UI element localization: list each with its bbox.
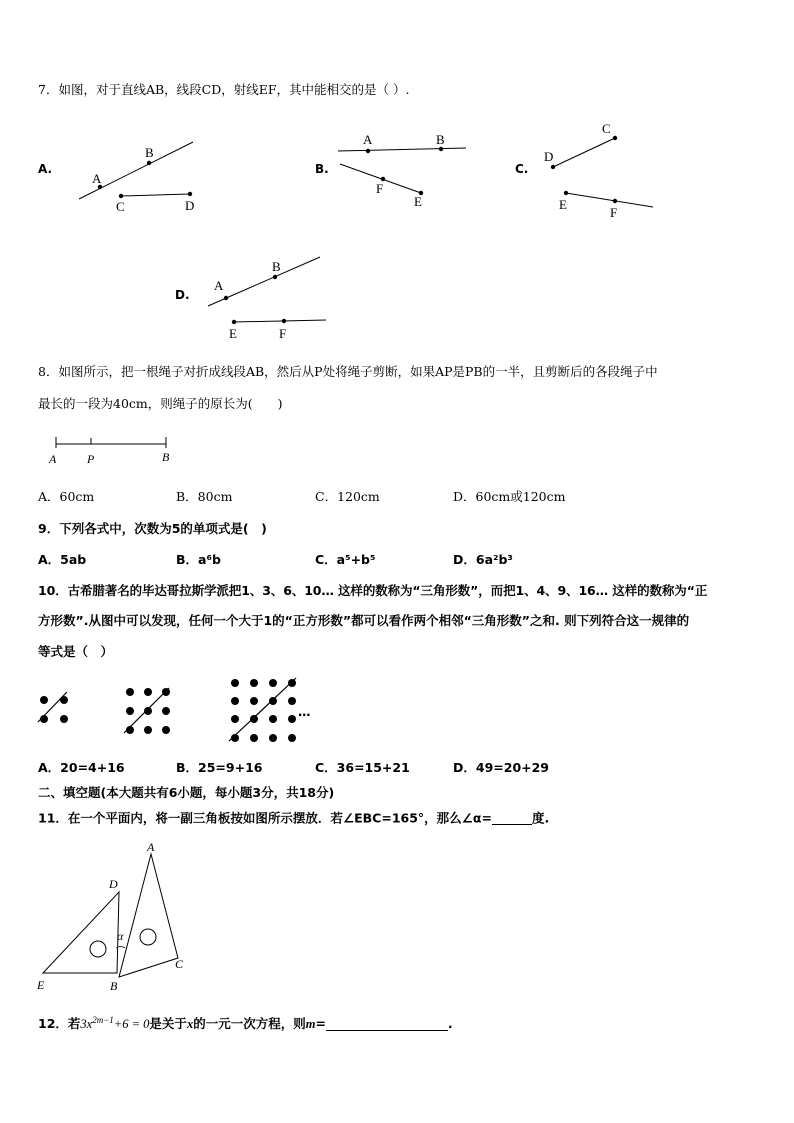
q11-label-e: E [37, 978, 45, 992]
q11-answer-blank[interactable] [492, 812, 532, 825]
q8-stem-line2: 最长的一段为40cm，则绳子的原长为( ) [38, 396, 283, 411]
q12-mid2: 的一元一次方程，则 [193, 1016, 306, 1032]
q8-option-a: A．60cm [38, 489, 95, 504]
q7-figure-d [208, 257, 326, 341]
q11-label-b: B [110, 979, 118, 993]
q12-prefix: 12．若 [38, 1016, 81, 1032]
q11-stem-text: 11．在一个平面内，将一副三角板按如图所示摆放．若∠EBC=165°，那么∠α= [38, 810, 492, 826]
q7c-label-f: F [610, 205, 618, 220]
q12-coef: 3x [80, 1017, 93, 1032]
q8-label-a: A [49, 452, 57, 466]
q11-label-alpha: α [117, 929, 124, 943]
q8-label-p: P [87, 452, 95, 466]
q10-stem-line3: 等式是（ ） [38, 644, 114, 659]
q7-figure-a [79, 142, 194, 214]
q7a-label-b: B [145, 145, 154, 160]
q9-option-b: B．a⁶b [176, 552, 221, 567]
q12-var-x: x [186, 1017, 194, 1032]
q10-dot-pattern-3 [229, 678, 296, 742]
q7-stem: 7．如图，对于直线AB，线段CD，射线EF，其中能相交的是（ ）. [38, 82, 410, 97]
q7b-label-b: B [436, 132, 445, 147]
q12-stem [38, 1016, 453, 1031]
q8-label-b: B [162, 450, 170, 464]
q9-option-c: C．a⁵+b⁵ [315, 552, 376, 567]
q8-option-c: C．120cm [315, 489, 380, 504]
q8-option-b: B．80cm [176, 489, 233, 504]
q9-option-d: D．6a²b³ [453, 552, 513, 567]
q7d-label-a: A [214, 278, 224, 293]
q10-option-d: D．49=20+29 [453, 760, 550, 775]
q7c-label-d: D [544, 149, 554, 164]
q10-option-b: B．25=9+16 [176, 760, 263, 775]
q12-equation-rest: +6 = 0 [113, 1017, 150, 1032]
q10-option-a: A．20=4+16 [38, 760, 125, 775]
q12-exponent: 2m−1 [92, 1015, 114, 1025]
q10-stem-line1: 10．古希腊著名的毕达哥拉斯学派把1、3、6、10… 这样的数称为“三角形数”，而把1、4、9、16… 这样的数称为“正 [38, 583, 708, 598]
q7b-label-f: F [376, 181, 384, 196]
q7b-label-e: E [414, 194, 422, 209]
section-fill-in-heading: 二、填空题(本大题共有6小题，每小题3分，共18分) [38, 785, 335, 800]
q9-stem: 9．下列各式中，次数为5的单项式是( ) [38, 521, 267, 536]
q7-figure-b [338, 132, 466, 209]
q7b-label-a: A [363, 132, 373, 147]
q12-var-m: m [305, 1017, 316, 1032]
q7-figure-c [544, 121, 653, 220]
q7-option-c-label: C. [515, 162, 529, 176]
q7a-label-d: D [185, 198, 195, 213]
q10-dot-pattern-1 [38, 692, 68, 723]
q7-option-a-label: A. [38, 162, 53, 176]
q11-label-c: C [175, 957, 184, 971]
q7-option-b-label: B. [315, 162, 329, 176]
q7c-label-e: E [559, 197, 567, 212]
q12-answer-blank[interactable] [326, 1018, 448, 1031]
q7a-label-c: C [116, 199, 125, 214]
q10-dot-pattern-2 [124, 688, 170, 734]
q10-ellipsis: … [298, 704, 311, 719]
q11-label-a: A [147, 840, 155, 854]
q8-stem-line1: 8．如图所示，把一根绳子对折成线段AB，然后从P处将绳子剪断，如果AP是PB的一半，且剪断后的各段绳子中 [38, 364, 658, 379]
q7-option-d-label: D. [175, 288, 190, 302]
q7d-label-e: E [229, 326, 237, 341]
q7a-label-a: A [92, 171, 102, 186]
q11-stem [38, 812, 549, 825]
q8-option-d: D．60cm或120cm [453, 489, 566, 504]
q12-end: . [447, 1016, 453, 1032]
q10-option-c: C．36=15+21 [315, 760, 410, 775]
q8-rope-figure [48, 437, 170, 466]
q7c-label-c: C [602, 121, 611, 136]
q10-stem-line2: 方形数”.从图中可以发现，任何一个大于1的“正方形数”都可以看作两个相邻“三角形数”之和. 则下列符合这一规律的 [38, 613, 690, 628]
q11-stem-tail: 度. [531, 810, 550, 826]
q9-option-a: A．5ab [38, 552, 87, 567]
q7d-label-b: B [272, 259, 281, 274]
q12-eq: = [315, 1016, 326, 1032]
q11-triangle-figure [36, 840, 184, 993]
q12-mid: 是关于 [149, 1016, 187, 1032]
q11-label-d: D [109, 877, 118, 891]
q7d-label-f: F [279, 326, 287, 341]
